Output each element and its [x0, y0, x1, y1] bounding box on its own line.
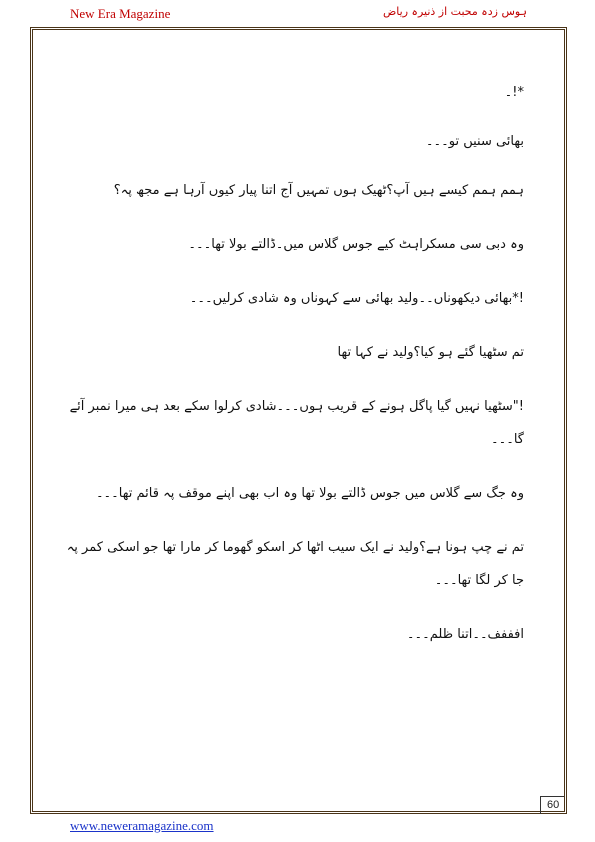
magazine-name: New Era Magazine: [70, 6, 171, 21]
page-number: 60: [547, 799, 560, 811]
paragraph: *!۔: [504, 85, 524, 100]
paragraph: وہ دبی سی مسکراہٹ کیے جوس گلاس میں۔ڈالتے بولا تھا۔۔۔: [188, 237, 524, 252]
paragraph: ہمم ہمم کیسے ہیں آپ؟ٹھیک ہوں تمہیں آج اتنا پیار کیوں آرہا ہے مجھ پہ؟: [113, 183, 524, 198]
paragraph: !*بھائی دیکھوناں۔۔ولید بھائی سے کہوناں وہ شادی کرلیں۔۔۔: [189, 291, 524, 306]
paragraph: بھائی سنیں تو۔۔۔: [425, 134, 524, 149]
paragraph: وہ جگ سے گلاس میں جوس ڈالتے بولا تھا وہ اب بھی اپنے موقف پہ قائم تھا۔۔۔: [95, 486, 524, 501]
website-link[interactable]: www.neweramagazine.com: [70, 818, 214, 833]
paragraph: !"سٹھیا نہیں گیا پاگل ہونے کے قریب ہوں۔۔۔شادی کرلوا سکے بعد ہی میرا نمبر آئے گا۔۔۔: [69, 399, 524, 447]
paragraph: تم نے چپ ہونا ہے؟ولید نے ایک سیب اٹھا کر اسکو گھوما کر مارا تھا جو اسکی کمر پہ جا کر لگا تھا۔۔۔: [66, 540, 524, 588]
story-body: [62, 76, 524, 672]
paragraph: افففف۔۔اتنا ظلم۔۔۔: [406, 627, 524, 642]
story-title: ہوس زدہ محبت از ذنیرہ ریاض: [383, 5, 527, 18]
paragraph: تم سٹھیا گئے ہو کیا؟ولید نے کہا تھا: [337, 345, 524, 360]
